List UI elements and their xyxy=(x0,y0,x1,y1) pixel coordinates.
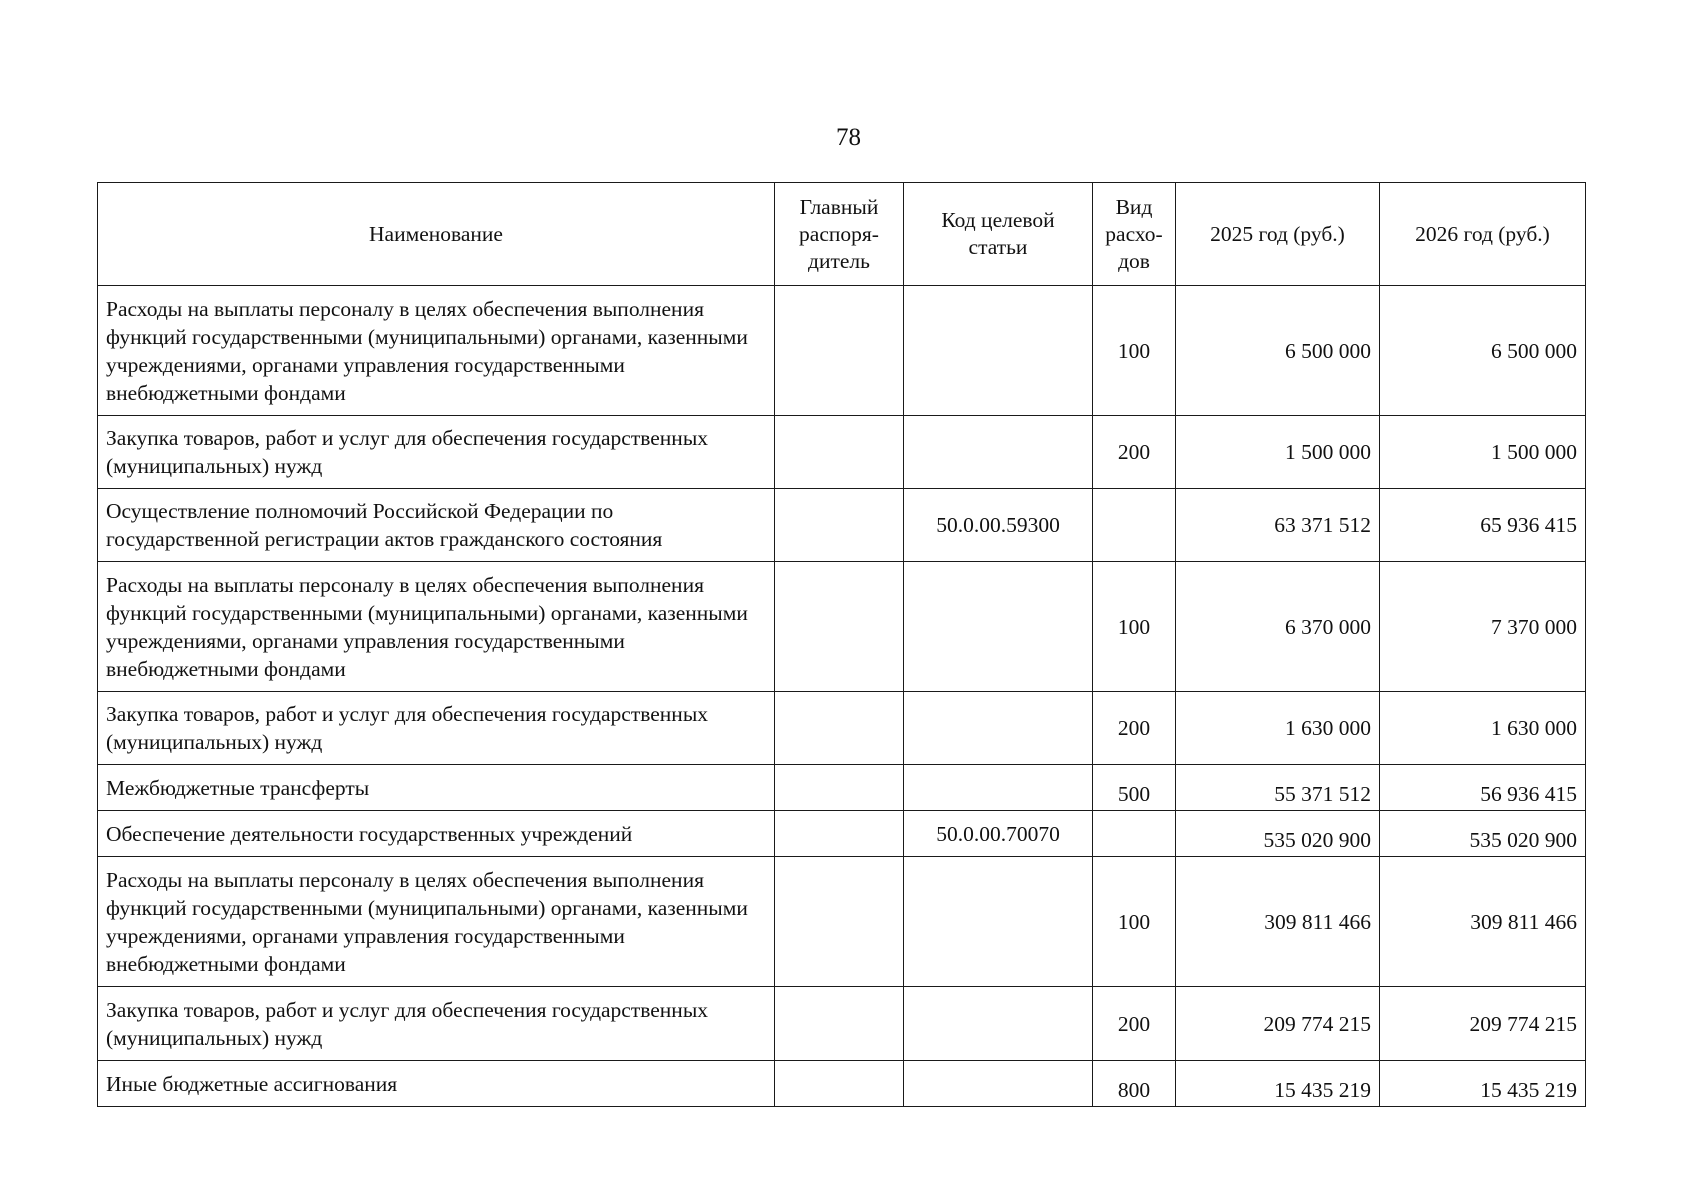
row-2026: 1 500 000 xyxy=(1380,416,1586,489)
row-name: Иные бюджетные ассигнования xyxy=(98,1061,775,1107)
table-row xyxy=(98,811,1586,857)
row-2025: 1 500 000 xyxy=(1176,416,1380,489)
header-code: Код целевой статьи xyxy=(904,183,1093,286)
row-2025: 209 774 215 xyxy=(1176,987,1380,1061)
row-2026: 7 370 000 xyxy=(1380,562,1586,692)
row-2025: 1 630 000 xyxy=(1176,692,1380,765)
header-2025: 2025 год (руб.) xyxy=(1176,183,1380,286)
row-2025: 6 500 000 xyxy=(1176,286,1380,416)
row-type: 200 xyxy=(1093,987,1176,1061)
table-row xyxy=(98,765,1586,811)
table-row xyxy=(98,562,1586,692)
header-manager: Главный распоря-дитель xyxy=(775,183,904,286)
row-type: 500 xyxy=(1093,765,1176,811)
row-name: Осуществление полномочий Российской Федерации по государственной регистрации актов гражданского состояния xyxy=(98,489,775,562)
row-code xyxy=(904,765,1093,811)
row-type xyxy=(1093,489,1176,562)
row-2025: 63 371 512 xyxy=(1176,489,1380,562)
row-2026: 535 020 900 xyxy=(1380,811,1586,857)
row-name: Расходы на выплаты персоналу в целях обеспечения выполнения функций государственными (муниципальными) органами, казенными учреждениями, органами управления государственными внебюджетными фондами xyxy=(98,562,775,692)
row-code xyxy=(904,857,1093,987)
table-header-row xyxy=(98,183,1586,286)
row-2026: 309 811 466 xyxy=(1380,857,1586,987)
row-code xyxy=(904,1061,1093,1107)
row-manager xyxy=(775,857,904,987)
row-2026: 1 630 000 xyxy=(1380,692,1586,765)
table-row xyxy=(98,1061,1586,1107)
row-code xyxy=(904,286,1093,416)
row-manager xyxy=(775,1061,904,1107)
table-row xyxy=(98,987,1586,1061)
row-name: Закупка товаров, работ и услуг для обеспечения государственных (муниципальных) нужд xyxy=(98,692,775,765)
row-code: 50.0.00.70070 xyxy=(904,811,1093,857)
row-name: Обеспечение деятельности государственных учреждений xyxy=(98,811,775,857)
row-2025: 309 811 466 xyxy=(1176,857,1380,987)
row-type: 100 xyxy=(1093,286,1176,416)
row-type: 200 xyxy=(1093,416,1176,489)
row-name: Закупка товаров, работ и услуг для обеспечения государственных (муниципальных) нужд xyxy=(98,416,775,489)
row-name: Закупка товаров, работ и услуг для обеспечения государственных (муниципальных) нужд xyxy=(98,987,775,1061)
row-code: 50.0.00.59300 xyxy=(904,489,1093,562)
row-manager xyxy=(775,416,904,489)
table-row xyxy=(98,692,1586,765)
row-type xyxy=(1093,811,1176,857)
row-2026: 209 774 215 xyxy=(1380,987,1586,1061)
row-name: Расходы на выплаты персоналу в целях обеспечения выполнения функций государственными (муниципальными) органами, казенными учреждениями, органами управления государственными внебюджетными фондами xyxy=(98,857,775,987)
row-manager xyxy=(775,765,904,811)
row-2025: 15 435 219 xyxy=(1176,1061,1380,1107)
table-row xyxy=(98,416,1586,489)
page-number: 78 xyxy=(836,124,861,151)
row-2026: 65 936 415 xyxy=(1380,489,1586,562)
header-name: Наименование xyxy=(98,183,775,286)
row-manager xyxy=(775,811,904,857)
row-manager xyxy=(775,489,904,562)
table-row xyxy=(98,489,1586,562)
row-manager xyxy=(775,692,904,765)
header-2026: 2026 год (руб.) xyxy=(1380,183,1586,286)
row-type: 800 xyxy=(1093,1061,1176,1107)
header-type: Вид расхо-дов xyxy=(1093,183,1176,286)
row-2026: 56 936 415 xyxy=(1380,765,1586,811)
row-name: Межбюджетные трансферты xyxy=(98,765,775,811)
row-manager xyxy=(775,562,904,692)
row-code xyxy=(904,987,1093,1061)
row-manager xyxy=(775,987,904,1061)
row-2026: 15 435 219 xyxy=(1380,1061,1586,1107)
row-manager xyxy=(775,286,904,416)
row-type: 100 xyxy=(1093,857,1176,987)
table-row xyxy=(98,857,1586,987)
row-code xyxy=(904,692,1093,765)
row-type: 200 xyxy=(1093,692,1176,765)
row-2026: 6 500 000 xyxy=(1380,286,1586,416)
row-code xyxy=(904,562,1093,692)
row-type: 100 xyxy=(1093,562,1176,692)
row-code xyxy=(904,416,1093,489)
row-name: Расходы на выплаты персоналу в целях обеспечения выполнения функций государственными (муниципальными) органами, казенными учреждениями, органами управления государственными внебюджетными фондами xyxy=(98,286,775,416)
row-2025: 55 371 512 xyxy=(1176,765,1380,811)
row-2025: 535 020 900 xyxy=(1176,811,1380,857)
table-row xyxy=(98,286,1586,416)
row-2025: 6 370 000 xyxy=(1176,562,1380,692)
budget-table xyxy=(97,182,1586,1107)
